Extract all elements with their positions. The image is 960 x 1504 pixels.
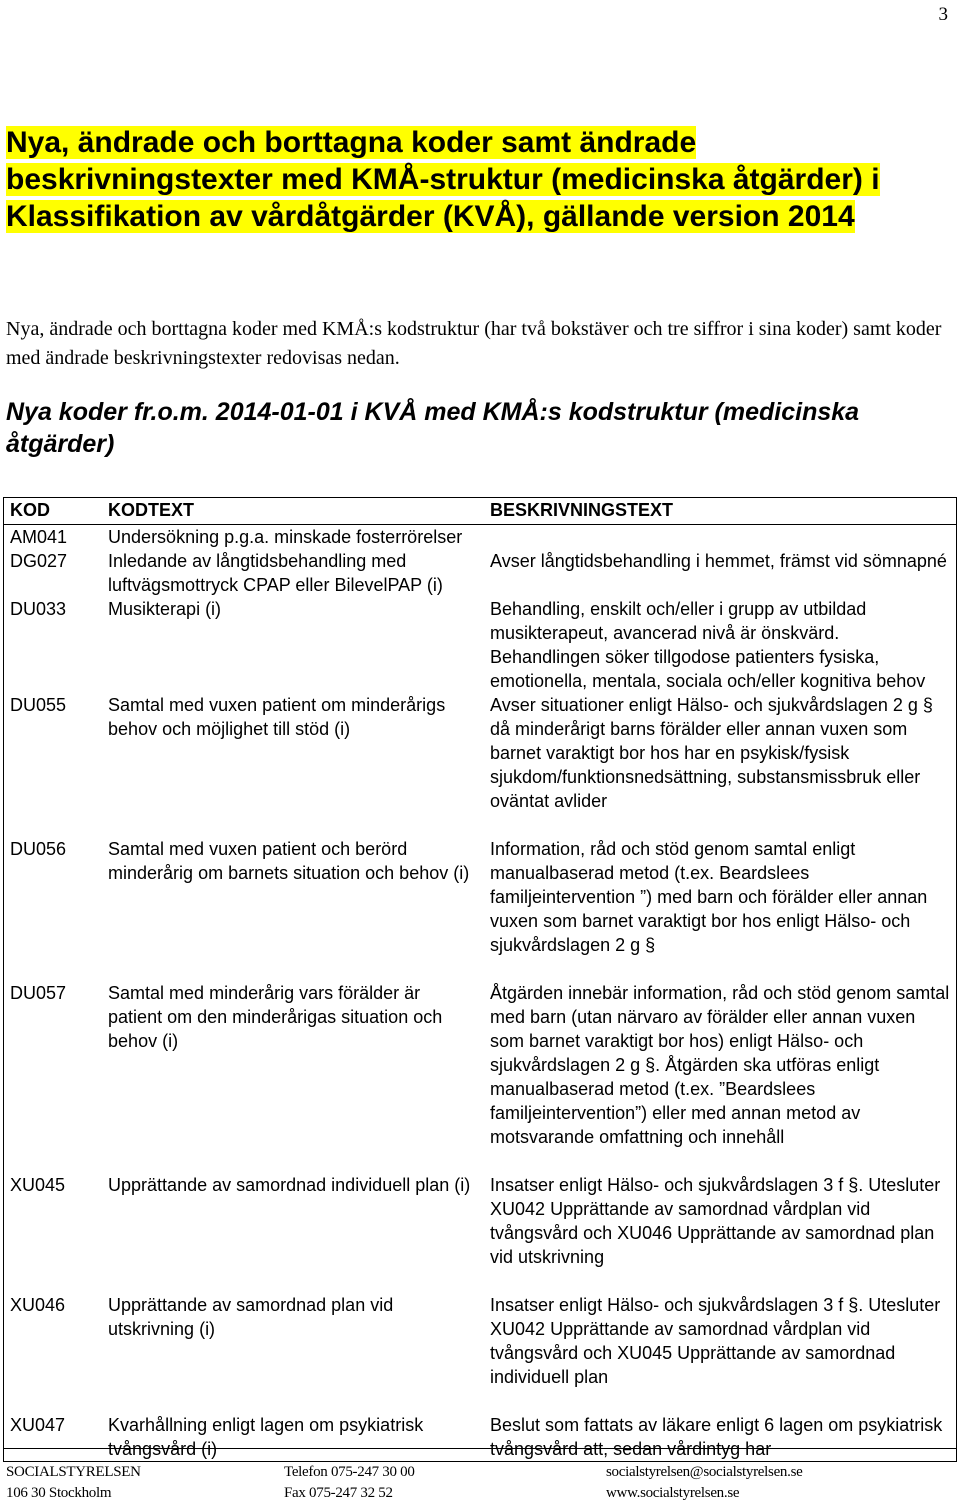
footer-fax: Fax 075-247 32 52	[284, 1485, 393, 1501]
row-description: Insatser enligt Hälso- och sjukvårdslagen 3 f §. Utesluter XU042 Upprättande av samordnad vårdplan vid tvångsvård och XU045 Upprättande av samordnad individuell plan	[490, 1295, 941, 1387]
row-description: Åtgärden innebär information, råd och stöd genom samtal med barn (utan närvaro av förälder eller annan vuxen som barnet varaktigt bor hos) enligt Hälso- och sjukvårdslagen 2 g §. Åtgärden ska utföras enligt manualbaserad metod (t.ex. ”Beardslees familjeintervention”) eller med annan metod av motsvarande omfattning och innehåll	[490, 983, 950, 1147]
page-number: 3	[938, 4, 948, 25]
column-header-description: BESKRIVNINGSTEXT	[484, 498, 956, 525]
row-description: Avser långtidsbehandling i hemmet, främst vid sömnapné	[490, 551, 947, 571]
table-header-row	[4, 498, 957, 525]
row-codetext: Undersökning p.g.a. minskade fosterrörelser	[108, 527, 463, 547]
document-title	[6, 124, 946, 235]
footer-divider	[3, 1448, 957, 1449]
footer-email: socialstyrelsen@socialstyrelsen.se	[606, 1464, 803, 1480]
footer-address: 106 30 Stockholm	[6, 1485, 112, 1501]
row-description: Beslut som fattats av läkare enligt 6 lagen om psykiatrisk tvångsvård att, sedan vårdintyg har	[490, 1415, 943, 1459]
row-code: DU033	[10, 599, 67, 619]
title-highlight: Nya, ändrade och borttagna koder samt ändrade beskrivningstexter med KMÅ-struktur (medicinska åtgärder) i Klassifikation av vårdåtgärder (KVÅ), gällande version 2014	[6, 126, 880, 233]
row-codetext: Samtal med vuxen patient och berörd minderårig om barnets situation och behov (i)	[108, 839, 470, 883]
row-description: Insatser enligt Hälso- och sjukvårdslagen 3 f §. Utesluter XU042 Upprättande av samordnad vårdplan vid tvångsvård och XU046 Upprättande av samordnad plan vid utskrivning	[490, 1175, 941, 1267]
section-heading: Nya koder fr.o.m. 2014-01-01 i KVÅ med KMÅ:s kodstruktur (medicinska åtgärder)	[6, 398, 860, 458]
row-code: DG027	[10, 551, 68, 571]
row-code: XU046	[10, 1295, 66, 1315]
column-header-codetext: KODTEXT	[102, 498, 484, 525]
footer-org: SOCIALSTYRELSEN	[6, 1464, 141, 1480]
column-header-code: KOD	[4, 498, 103, 525]
table-row	[4, 1413, 957, 1462]
row-codetext: Upprättande av samordnad individuell plan (i)	[108, 1175, 471, 1195]
row-code: AM041	[10, 527, 68, 547]
code-table	[3, 497, 957, 1462]
row-code: XU047	[10, 1415, 66, 1435]
row-description	[484, 525, 956, 550]
row-code: DU055	[10, 695, 67, 715]
table-row	[4, 1173, 957, 1293]
table-row	[4, 525, 957, 550]
row-codetext: Upprättande av samordnad plan vid utskrivning (i)	[108, 1295, 394, 1339]
row-description: Avser situationer enligt Hälso- och sjukvårdslagen 2 g § då minderårigt barns förälder eller annan vuxen som barnet varaktigt bor hos har en psykisk/fysisk sjukdom/funktionsnedsättning, substansmissbruk eller oväntat avlider	[490, 695, 933, 811]
table-row	[4, 1293, 957, 1413]
row-codetext: Musikterapi (i)	[108, 599, 222, 619]
row-codetext: Inledande av långtidsbehandling med luftvägsmottryck CPAP eller BilevelPAP (i)	[108, 551, 443, 595]
row-code: XU045	[10, 1175, 66, 1195]
table-row	[4, 837, 957, 981]
table-row	[4, 549, 957, 597]
row-codetext: Kvarhållning enligt lagen om psykiatrisk tvångsvård (i)	[108, 1415, 424, 1459]
row-description: Behandling, enskilt och/eller i grupp av utbildad musikterapeut, avancerad nivå är önskvärd. Behandlingen söker tillgodose patienters fysiska, emotionella, mentala, sociala och/eller kognitiva behov	[490, 599, 926, 691]
table-row	[4, 693, 957, 837]
intro-paragraph: Nya, ändrade och borttagna koder med KMÅ:s kodstruktur (har två bokstäver och tre siffror i sina koder) samt koder med ändrade beskrivningstexter redovisas nedan.	[6, 318, 942, 369]
row-codetext: Samtal med minderårig vars förälder är patient om den minderårigas situation och behov (i)	[108, 983, 443, 1051]
row-codetext: Samtal med vuxen patient om minderårigs behov och möjlighet till stöd (i)	[108, 695, 446, 739]
footer-phone: Telefon 075-247 30 00	[284, 1464, 415, 1480]
table-row	[4, 597, 957, 693]
row-code: DU057	[10, 983, 67, 1003]
table-row	[4, 981, 957, 1173]
footer-website: www.socialstyrelsen.se	[606, 1485, 740, 1501]
row-description: Information, råd och stöd genom samtal enligt manualbaserad metod (t.ex. Beardslees familjeintervention ”) med barn och förälder eller annan vuxen som barnet varaktigt bor hos enligt Hälso- och sjukvårdslagen 2 g §	[490, 839, 928, 955]
row-code: DU056	[10, 839, 67, 859]
